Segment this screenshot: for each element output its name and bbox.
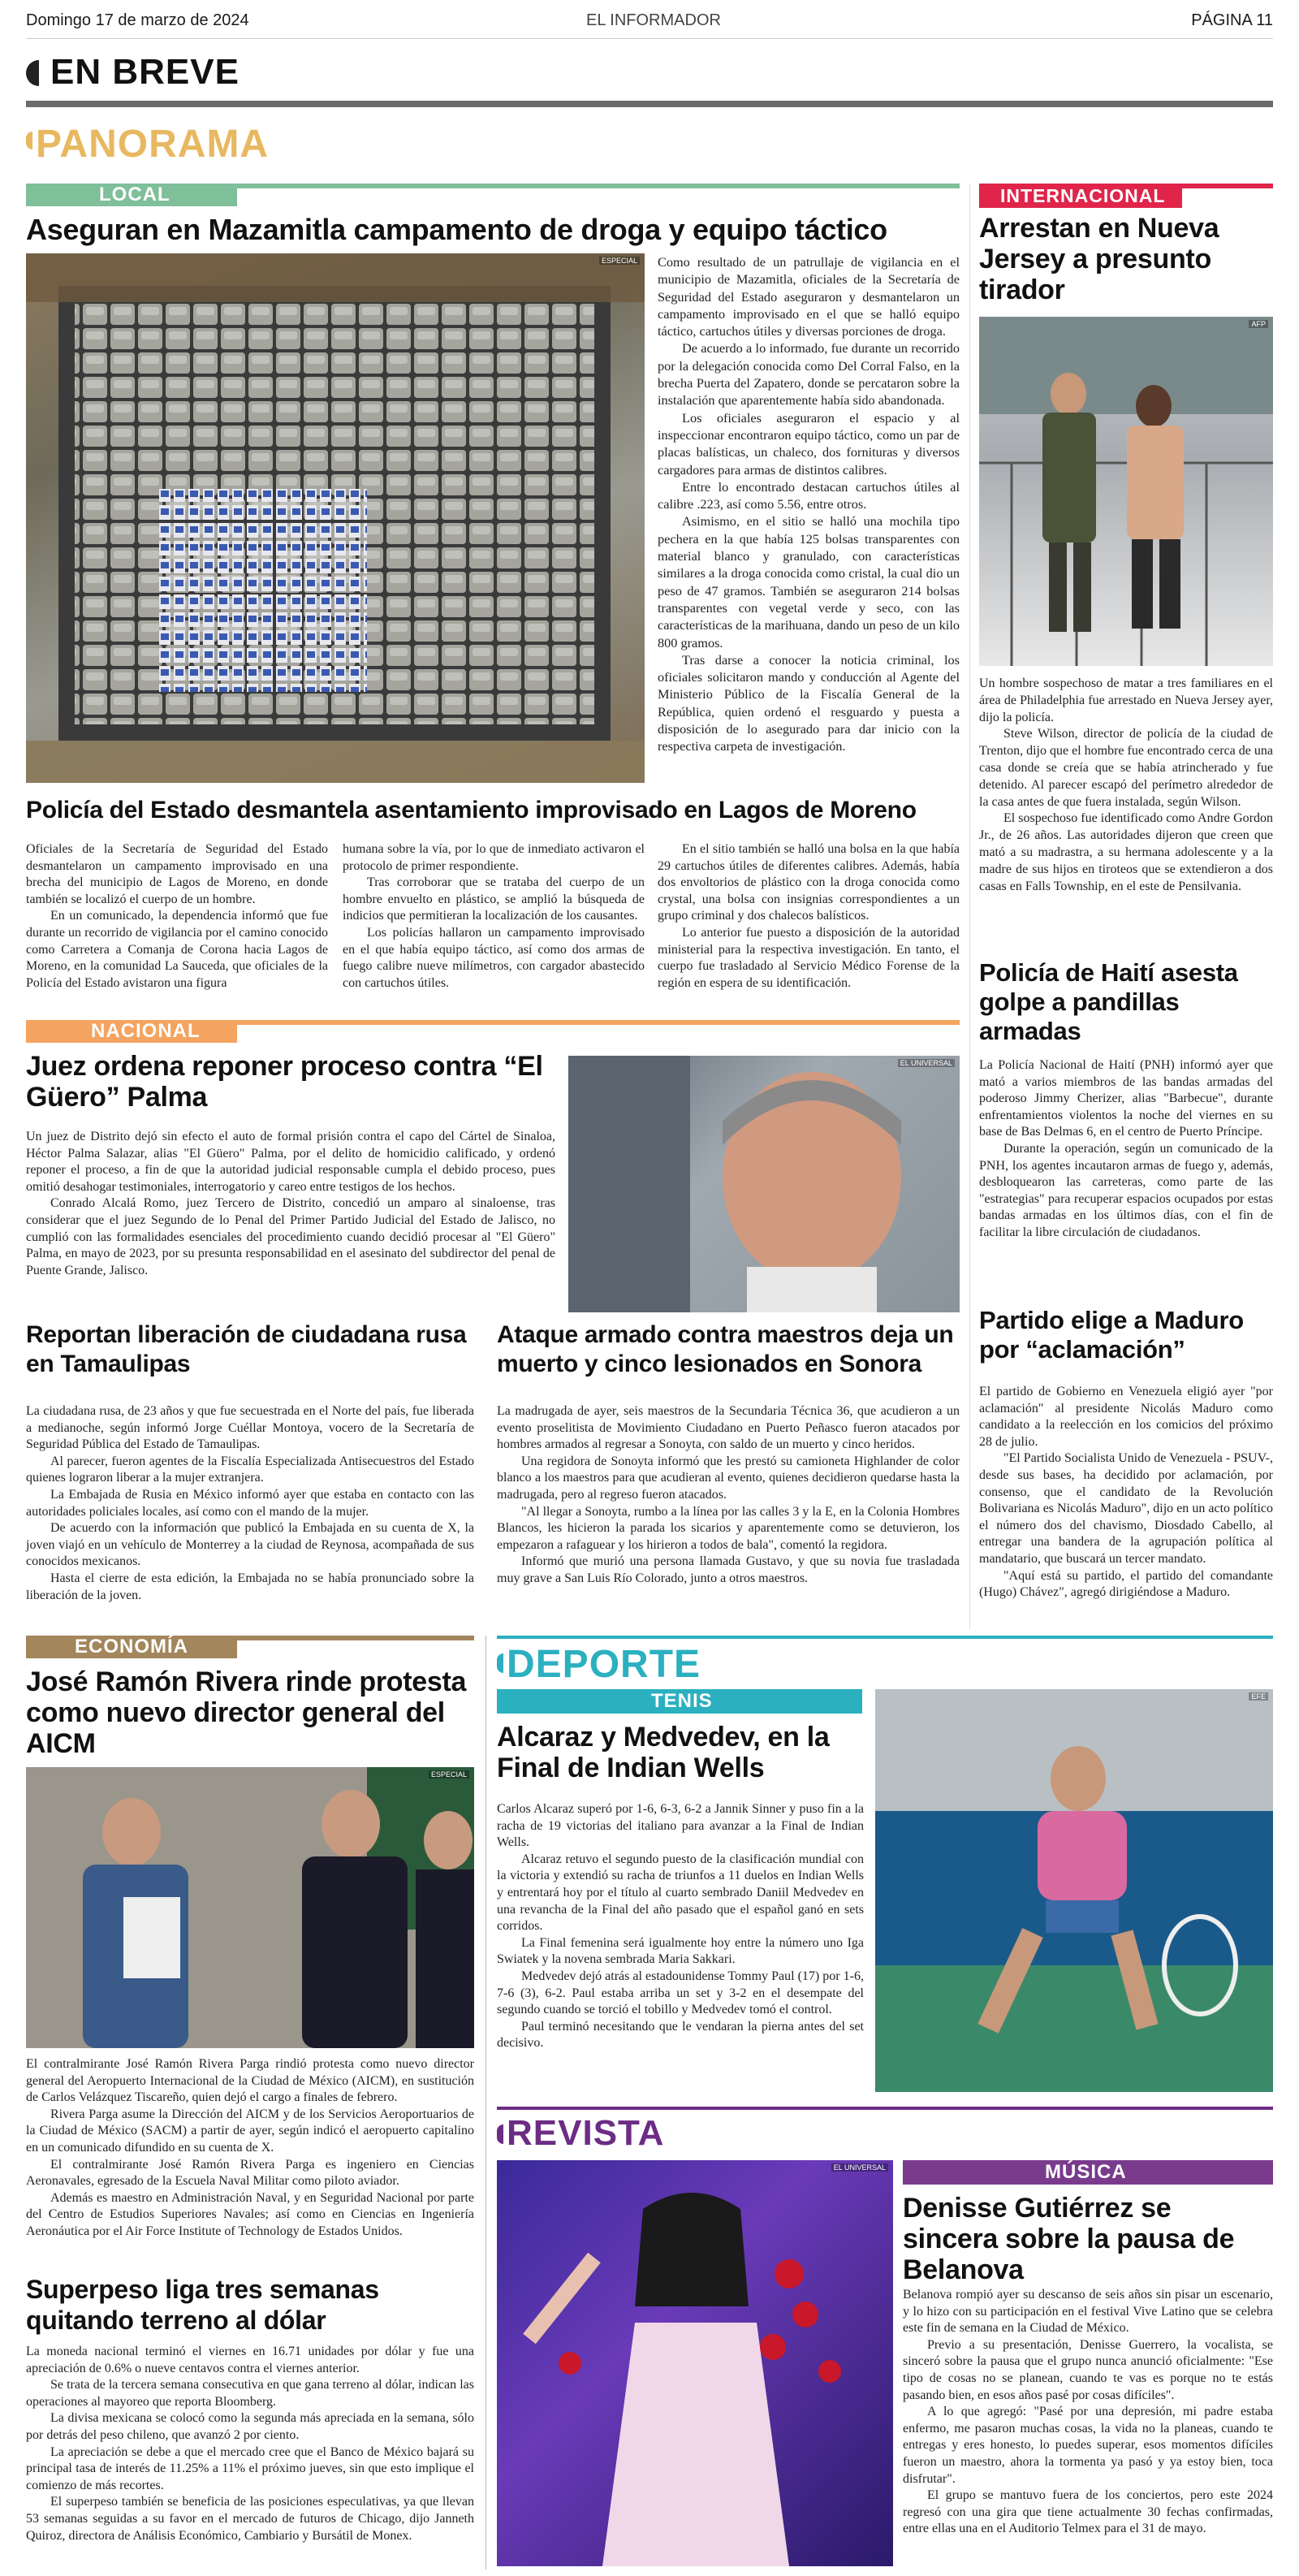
arrest-illustration xyxy=(979,317,1273,666)
guero-palma-photo xyxy=(568,1056,960,1312)
revista-rule xyxy=(497,2107,1273,2110)
sonora-headline: Ataque armado contra maestros deja un muerto y cinco lesionados en Sonora xyxy=(497,1321,954,1377)
deporte-header xyxy=(497,1642,822,1691)
paragraph: "Aquí está su partido, el partido del comandante (Hugo) Chávez", agregó dirigiéndose a Maduro. xyxy=(979,1568,1273,1600)
section-rule xyxy=(26,101,1273,107)
tenis-tag xyxy=(497,1689,862,1714)
tennis-illustration xyxy=(875,1689,1273,2092)
paragraph: Tras corroborar que se trataba del cuerpo de un hombre envuelto en plástico, se amplió la búsqueda de indicios que permitieran la localización de los causantes. xyxy=(343,875,645,923)
peso-body xyxy=(26,2344,474,2544)
internacional-headline: Arrestan en Nueva Jersey a presunto tirador xyxy=(979,213,1219,305)
photo-credit: EL UNIVERSAL xyxy=(831,2163,888,2172)
half-circle-icon xyxy=(26,132,32,149)
paragraph: De acuerdo a lo informado, fue durante un recorrido por la delegación conocida como Del Corral Falso, en la brecha Puerta del Zapatero, donde se percataron sobre la instalación que aparentemente había sido abandonada. xyxy=(658,340,960,408)
tenis-tag-label: TENIS xyxy=(651,1690,713,1712)
paragraph: Un hombre sospechoso de matar a tres familiares en el área de Philadelphia fue arrestado en Nueva Jersey ayer, dijo la policía. xyxy=(979,676,1273,724)
paragraph: Oficiales de la Secretaría de Seguridad del Estado desmantelaron un campamento improvisado en una brecha del municipio de Lagos de Moreno, en donde también se localizó el cuerpo de un hombre. xyxy=(26,842,328,906)
lagos-col-2 xyxy=(343,841,645,992)
paragraph: Medvedev dejó atrás al estadounidense Tommy Paul (17) por 1-6, 7-6 (3), 6-2. Paul estaba arriba un set y 3-2 en el desempate del segundo cuando se torció el tobillo y Medvedev tomó el control. xyxy=(497,1969,864,2017)
paragraph: Asimismo, en el sitio se halló una mochila tipo pechera en la que había 125 bolsas transparentes con material blanco y granulado, con características similares a la droga conocida como cristal, la cual dio un peso de 47 gramos. También se aseguraron 214 bolsas transparentes con vegetal verde y seco, con las características de la marihuana, dando un peso de un kilo 800 gramos. xyxy=(658,513,960,650)
internacional-tag xyxy=(979,184,1182,208)
paragraph: Informó que murió una persona llamada Gustavo, y que su novia fue trasladada muy grave a San Luis Río Colorado, junto a otros maestros. xyxy=(497,1554,960,1585)
paragraph: Los oficiales aseguraron el espacio y al inspeccionar encontraron equipo táctico, como un par de placas balísticas, un chaleco, dos fornituras y diversos cargadores para armas de distintos calibres. xyxy=(658,409,960,478)
paragraph: "Al llegar a Sonoyta, rumbo a la línea por las calles 3 y la E, en la Colonia Hombres Blancos, les hicieron la parada los sicarios y aparentemente como se detuvieron, los empezaron a rafaguear y los hirieron a todos de bala", comentó la regidora. xyxy=(497,1504,960,1552)
paragraph: Entre lo encontrado destacan cartuchos útiles al calibre .223, así como 5.56, entre otros. xyxy=(658,478,960,512)
rusa-body xyxy=(26,1403,474,1604)
alcaraz-photo xyxy=(875,1689,1273,2092)
paragraph: Un juez de Distrito dejó sin efecto el auto de formal prisión contra el capo del Cártel de Sinaloa, Héctor Palma Salazar, alias "El Güero" Palma, por el delito de homicidio calificado, y ordenó reponer el proceso, a fin de que la autoridad judicial responsable cumpla el debido proceso, pues omitió desahogar testimoniales, interrogatorio y careo entre testigos de los hechos. xyxy=(26,1130,555,1194)
belanova-photo xyxy=(497,2160,893,2566)
paragraph: La apreciación se debe a que el mercado cree que el Banco de México bajará su principal tasa de interés de 11.25% a 11% el próximo jueves, sin que esto implique el comienzo de más recortes. xyxy=(26,2444,474,2492)
paragraph: El superpeso también se beneficia de las posiciones especulativas, ya que llevan 53 semanas seguidas a su favor en el mercado de futuros de Chicago, dijo Janneth Quiroz, directora de Análisis Económico, Cambiario y Bursátil de Monex. xyxy=(26,2495,474,2543)
section-header xyxy=(26,50,1273,110)
paragraph: En el sitio también se halló una bolsa en la que había 29 cartuchos útiles de diferentes calibres. Además, había dos envoltorios de plástico con la droga conocida como crystal, una bolsa con insignias correspondientes a un grupo criminal y dos chalecos balísticos. xyxy=(658,842,960,923)
economia-headline: José Ramón Rivera rinde protesta como nuevo director general del AICM xyxy=(26,1666,467,1759)
revista-header xyxy=(497,2113,822,2162)
photo-credit: EL UNIVERSAL xyxy=(898,1059,955,1067)
maduro-headline: Partido elige a Maduro por “aclamación” xyxy=(979,1306,1244,1364)
paragraph: Paul terminó necesitando que le vendaran la pierna antes del set decisivo. xyxy=(497,2019,864,2051)
economia-tag xyxy=(26,1636,237,1658)
paragraph: Como resultado de un patrullaje de vigilancia en el municipio de Mazamitla, oficiales de la Secretaría de Seguridad del Estado aseguraron y desmantelaron un campamento improvisado en el que se halló equipo táctico, cartuchos útiles y diversas porciones de droga. xyxy=(658,254,960,339)
paragraph: El sospechoso fue identificado como Andre Gordon Jr., de 26 años. Las autoridades dijeron que creen que mató a su madrastra, a su hermana adolescente y a la madre de sus hijos en tiroteos que se extendieron a dos casas en Falls Township, en el este de Pensilvania. xyxy=(979,811,1273,893)
paragraph: Belanova rompió ayer su descanso de seis años sin pisar un escenario, y lo hizo con su participación en el festival Vive Latino que se celebra este fin de semana en la Ciudad de México. xyxy=(903,2288,1273,2336)
paragraph: El contralmirante José Ramón Rivera Parga rindió protesta como nuevo director general del Aeropuerto Internacional de la Ciudad de México (AICM), en sustitución de Carlos Velázquez Tiscareño, quien dejó el cargo a finales de febrero. xyxy=(26,2057,474,2105)
economia-body xyxy=(26,2056,474,2241)
half-circle-icon xyxy=(497,2124,503,2144)
peso-headline: Superpeso liga tres semanas quitando terreno al dólar xyxy=(26,2275,379,2335)
revista-body xyxy=(903,2287,1273,2538)
panorama-title: PANORAMA xyxy=(36,123,270,166)
singer-illustration xyxy=(497,2160,893,2566)
lagos-col-3 xyxy=(658,841,960,992)
paragraph: Los policías hallaron un campamento improvisado en el que había equipo táctico, así como dos armas de fuego calibre nueve milímetros, con cargador abastecido con cartuchos útiles. xyxy=(343,925,645,990)
half-circle-icon xyxy=(26,60,39,86)
paragraph: "El Partido Socialista Unido de Venezuela - PSUV-, desde sus bases, ha decidido por aclamación, por consenso, que el candidato de la Revolución Bolivariana es Nicolás Maduro", dijo en un acto político el número dos del chavismo, Diosdado Cabello, al entregar una bandera de la agrupación política al mandatario, que buscará un tercer mandato. xyxy=(979,1451,1273,1566)
paragraph: El contralmirante José Ramón Rivera Parga es ingeniero en Ciencias Aeronavales, egresado de la Escuela Naval Militar como piloto aviador. xyxy=(26,2157,474,2189)
nacional-tag-label: NACIONAL xyxy=(91,1020,201,1042)
header-paper: EL INFORMADOR xyxy=(586,11,721,29)
nacional-tag xyxy=(26,1020,237,1043)
paragraph: El partido de Gobierno en Venezuela eligió ayer "por aclamación" al presidente Nicolás Maduro como candidato a la reelección en los comicios del próximo 28 de julio. xyxy=(979,1385,1273,1449)
nacional-headline: Juez ordena reponer proceso contra “El Güero” Palma xyxy=(26,1051,543,1113)
local-tag-label: LOCAL xyxy=(99,184,170,205)
sonora-body xyxy=(497,1403,960,1588)
paragraph: La Policía Nacional de Haití (PNH) informó ayer que mató a varios miembros de las bandas armadas del poderoso Jimmy Cherizer, alias "Barbecue", durante enfrentamientos violentos la noche del viernes en su base de Bas Delmas 6, en el centro de Puerto Príncipe. xyxy=(979,1058,1273,1139)
page-header xyxy=(26,11,1273,39)
revista-title: REVISTA xyxy=(507,2113,665,2153)
photo-credit: ESPECIAL xyxy=(429,1770,469,1779)
paragraph: humana sobre la vía, por lo que de inmediato activaron el protocolo de primer respondiente. xyxy=(343,842,645,873)
paragraph: Tras darse a conocer la noticia criminal, los oficiales solicitaron mando y conducción al Agente del Ministerio Público de la Fiscalía General de la República, quien ordenó el resguardo y puesta a disposición de lo asegurado para dar inicio con la respectiva carpeta de investigación. xyxy=(658,651,960,754)
paragraph: Una regidora de Sonoyta informó que les prestó su camioneta Highlander de color blanco a los maestros para que acudieran al evento, quienes decidieron quedarse hasta la madrugada, pero al regreso fueron atacados. xyxy=(497,1454,960,1502)
section-title: EN BREVE xyxy=(50,52,240,92)
aicm-photo xyxy=(26,1767,474,2048)
half-circle-icon xyxy=(497,1653,503,1673)
paragraph: Conrado Alcalá Romo, juez Tercero de Distrito, concedió un amparo al sinaloense, tras considerar que el juez Segundo de lo Penal del Primer Partido Judicial del Estado de Jalisco, no cumplió con las formalidades esenciales del procedimiento cuando decidió procesar al "El Güero" Palma, en mayo de 2023, por su presunta responsabilidad en el asesinato del subdirector del penal de Puente Grande, Jalisco. xyxy=(26,1196,555,1277)
column-divider xyxy=(969,184,970,1629)
paragraph: Rivera Parga asume la Dirección del AICM y de los Servicios Aeroportuarios de la Ciudad de México (SACM) a partir de ayer, según indicó el aeropuerto capitalino en un comunicado difundido en su cuenta de X. xyxy=(26,2107,474,2155)
header-page: PÁGINA 11 xyxy=(1191,11,1273,29)
musica-tag xyxy=(903,2160,1273,2185)
revista-headline: Denisse Gutiérrez se sincera sobre la pausa de Belanova xyxy=(903,2193,1235,2285)
paragraph: Además es maestro en Administración Naval, y en Seguridad Nacional por parte del Centro de Estudios Superiores Navales; así como en Ciencias en Ingeniería Aeronáutica por el Air Force Institute of Technology de Estados Unidos. xyxy=(26,2190,474,2238)
lagos-headline: Policía del Estado desmantela asentamiento improvisado en Lagos de Moreno xyxy=(26,797,917,823)
deporte-body xyxy=(497,1801,864,2052)
bags-illustration xyxy=(26,253,645,783)
paragraph: De acuerdo con la información que publicó la Embajada en su cuenta de X, la joven viajó en un vehículo de Monterrey a la ciudad de Reynosa, acompañada de sus conocidos mexicanos. xyxy=(26,1521,474,1569)
paragraph: A lo que agregó: "Pasé por una depresión, mi padre estaba enfermo, me pasaron muchas cosas, la vida no la planeas, cuando te entregas y eres honesto, lo puedes superar, esos momentos difíciles fueron un maestro, ahora la tormenta ya pasó y ya estoy bien, toca disfrutar". xyxy=(903,2405,1273,2486)
paragraph: La Embajada de Rusia en México informó ayer que estaba en contacto con las autoridades policiales locales, así como con el mando de la mujer. xyxy=(26,1487,474,1519)
paragraph: La Final femenina será igualmente hoy entre la número uno Iga Swiatek y la novena sembrada Maria Sakkari. xyxy=(497,1935,864,1967)
photo-credit: EFE xyxy=(1249,1692,1268,1701)
paragraph: Se trata de la tercera semana consecutiva en que gana terreno al dólar, indican las operaciones al mayoreo que reporta Bloomberg. xyxy=(26,2378,474,2409)
portrait-illustration xyxy=(568,1056,960,1312)
haiti-headline: Policía de Haití asesta golpe a pandillas armadas xyxy=(979,958,1238,1045)
internacional-tag-label: INTERNACIONAL xyxy=(1000,185,1166,206)
paragraph: Previo a su presentación, Denisse Guerrero, la vocalista, se sinceró sobre la pausa que el grupo nunca anunció oficialmente: "Ese tipo de cosas no se planean, cuando te vas es porque no te estás pasando bien, en esos años pasé por cosas difíciles". xyxy=(903,2337,1273,2402)
rusa-headline: Reportan liberación de ciudadana rusa en Tamaulipas xyxy=(26,1321,467,1377)
maduro-body xyxy=(979,1384,1273,1601)
deporte-rule xyxy=(497,1636,1273,1639)
panorama-header xyxy=(26,122,351,171)
paragraph: Alcaraz retuvo el segundo puesto de la clasificación mundial con la victoria y extendió su racha de triunfos a 11 duelos en Indian Wells y entrentará hoy por el título al cuarto sembrado Daniil Medvedev en una revancha de la Final del año pasado que el español ganó en sets corridos. xyxy=(497,1852,864,1934)
paragraph: Al parecer, fueron agentes de la Fiscalía Especializada Antisecuestros del Estado quienes lograron liberar a la mujer extranjera. xyxy=(26,1454,474,1485)
haiti-body xyxy=(979,1057,1273,1242)
paragraph: La ciudadana rusa, de 23 años y que fue secuestrada en el Norte del país, fue liberada a medianoche, según informó Jorge Cuéllar Montoya, vocero de la Secretaría de Seguridad Pública del Estado de Tamaulipas. xyxy=(26,1404,474,1452)
internacional-body xyxy=(979,676,1273,895)
economia-tag-label: ECONOMÍA xyxy=(75,1636,188,1658)
paragraph: Steve Wilson, director de policía de la ciudad de Trenton, dijo que el hombre fue encontrado cerca de una casa donde se creía que se había atrincherado y fue detenido. Al parecer escapó del perímetro alrededor de la casa antes de que fuera instalada, según Wilson. xyxy=(979,727,1273,809)
local-tag xyxy=(26,184,237,206)
photo-credit: AFP xyxy=(1249,320,1268,328)
paragraph: En un comunicado, la dependencia informó que fue durante un recorrido de vigilancia por el camino conocido como Carretera a Comanja de Corona hacia Lagos de Moreno, en la comunidad La Sauceda, que oficiales de la Policía del Estado avistaron una figura xyxy=(26,909,328,990)
local-headline: Aseguran en Mazamitla campamento de droga y equipo táctico xyxy=(26,213,887,246)
paragraph: El grupo se mantuvo fuera de los conciertos, pero este 2024 regresó con una gira que tiene actualmente 30 fechas confirmadas, entre ellas una en el Auditorio Telmex para el 31 de mayo. xyxy=(903,2488,1273,2536)
paragraph: La madrugada de ayer, seis maestros de la Secundaria Técnica 36, que acudieron a un evento proselitista de Movimiento Ciudadano en Puerto Peñasco fueron atacados por hombres armados al regresar a Sonoyta, con saldo de un muerto y cinco heridos. xyxy=(497,1404,960,1452)
header-date: Domingo 17 de marzo de 2024 xyxy=(26,11,249,29)
arrest-photo xyxy=(979,317,1273,666)
deporte-headline: Alcaraz y Medvedev, en la Final de Indian Wells xyxy=(497,1722,830,1783)
musica-tag-label: MÚSICA xyxy=(1045,2161,1127,2183)
photo-credit: ESPECIAL xyxy=(599,257,640,265)
lagos-col-1 xyxy=(26,841,328,992)
paragraph: Carlos Alcaraz superó por 1-6, 6-3, 6-2 a Jannik Sinner y puso fin a la racha de 19 victorias del italiano para avanzar a la Final de Indian Wells. xyxy=(497,1802,864,1850)
paragraph: La divisa mexicana se colocó como la segunda más apreciada en la semana, sólo por detrás del peso chileno, que avanzó 2 por ciento. xyxy=(26,2411,474,2442)
nacional-body xyxy=(26,1129,555,1279)
paragraph: Hasta el cierre de esta edición, la Embajada no se había pronunciado sobre la liberación de la joven. xyxy=(26,1571,474,1602)
paragraph: La moneda nacional terminó el viernes en 16.71 unidades por dólar y fue una apreciación de 0.6% o nueve centavos contra el viernes anterior. xyxy=(26,2345,474,2375)
paragraph: Durante la operación, según un comunicado de la PNH, los agentes incautaron armas de fuego y, además, desbloquearon las carreteras, como parte de las "estrategias" para recuperar espacios ocupados por estas bandas armadas en los últimos días, con el fin de facilitar la libre circulación de ciudadanos. xyxy=(979,1141,1273,1239)
deporte-title: DEPORTE xyxy=(507,1643,701,1686)
ceremony-illustration xyxy=(26,1767,474,2048)
local-body xyxy=(658,253,960,755)
drug-seizure-photo xyxy=(26,253,645,783)
paragraph: Lo anterior fue puesto a disposición de la autoridad ministerial para la respectiva investigación. En tanto, el cuerpo fue trasladado al Servicio Médico Forense de la región en espera de su identificación. xyxy=(658,925,960,990)
